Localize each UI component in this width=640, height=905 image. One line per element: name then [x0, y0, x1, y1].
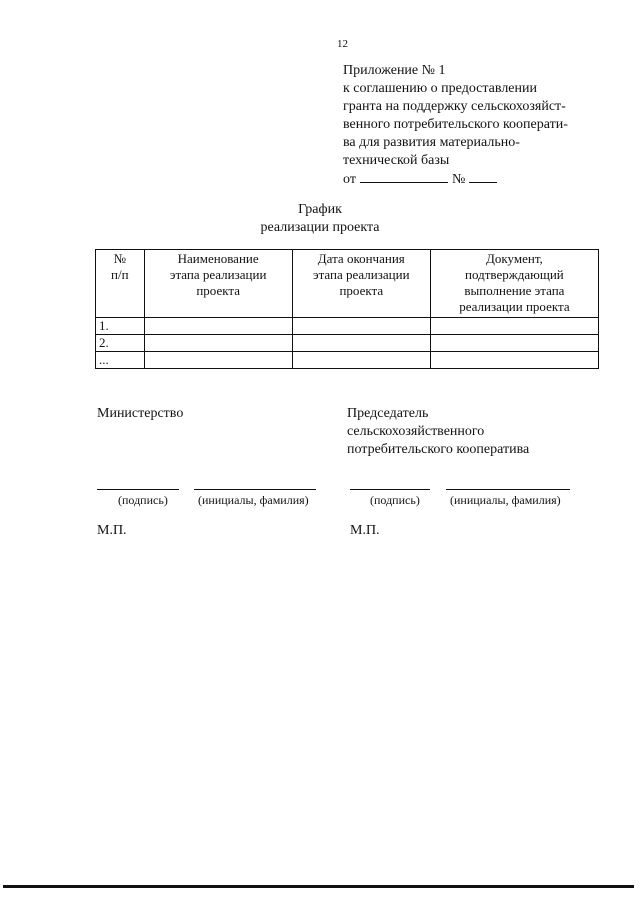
table-row — [96, 335, 599, 352]
appendix-line: гранта на поддержку сельскохозяйст- — [343, 99, 566, 114]
cell-stage-name — [144, 335, 292, 352]
signature-line-left — [97, 489, 179, 490]
appendix-date-line — [343, 170, 603, 189]
cell-document — [430, 352, 598, 369]
cell-number: 2. — [96, 335, 145, 352]
initials-caption-right: (инициалы, фамилия) — [450, 493, 561, 507]
cell-stage-name — [144, 352, 292, 369]
appendix-line: ва для развития материально- — [343, 135, 520, 150]
signature-caption-right: (подпись) — [370, 493, 420, 507]
chairman-line: сельскохозяйственного — [347, 424, 485, 439]
schedule-table — [95, 249, 599, 369]
appendix-line: технической базы — [343, 153, 450, 168]
table-row — [96, 352, 599, 369]
initials-caption-left: (инициалы, фамилия) — [198, 493, 309, 507]
cell-end-date — [292, 318, 430, 335]
number-blank — [469, 170, 497, 183]
header-end-date: Дата окончания этапа реализации проекта — [292, 250, 430, 318]
initials-line-left — [194, 489, 316, 490]
ministry-label: Министерство — [97, 406, 184, 421]
chairman-line: Председатель — [347, 406, 429, 421]
cell-number: ... — [96, 352, 145, 369]
appendix-line: к соглашению о предоставлении — [343, 81, 537, 96]
stamp-place-right: М.П. — [350, 523, 380, 538]
number-sign: № — [451, 172, 466, 187]
header-stage-name: Наименование этапа реализации проекта — [144, 250, 292, 318]
date-blank — [360, 170, 448, 183]
signature-line-right — [350, 489, 430, 490]
bottom-rule — [3, 885, 634, 888]
cell-document — [430, 318, 598, 335]
date-prefix: от — [343, 172, 356, 187]
stamp-place-left: М.П. — [97, 523, 127, 538]
header-document: Документ, подтверждающий выполнение этапа реализации проекта — [430, 250, 598, 318]
document-title: График — [298, 202, 342, 217]
chairman-label — [347, 405, 587, 459]
cell-number: 1. — [96, 318, 145, 335]
page-number: 12 — [337, 38, 348, 50]
table-header-row — [96, 250, 599, 318]
cell-stage-name — [144, 318, 292, 335]
initials-line-right — [446, 489, 570, 490]
cell-document — [430, 335, 598, 352]
appendix-line: Приложение № 1 — [343, 63, 446, 78]
header-number: № п/п — [96, 250, 145, 318]
appendix-block — [343, 62, 603, 189]
cell-end-date — [292, 352, 430, 369]
document-subtitle: реализации проекта — [260, 220, 380, 235]
signature-caption-left: (подпись) — [118, 493, 168, 507]
appendix-line: венного потребительского кооперати- — [343, 117, 568, 132]
table-row — [96, 318, 599, 335]
cell-end-date — [292, 335, 430, 352]
chairman-line: потребительского кооператива — [347, 442, 530, 457]
